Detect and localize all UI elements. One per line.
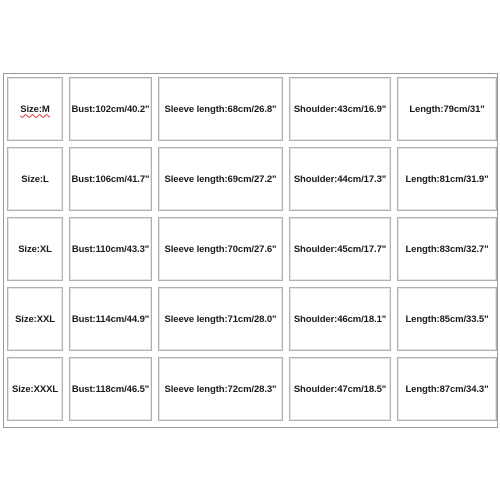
table-cell [394, 214, 500, 284]
bust-measurement: Bust:114cm/44.9" [71, 313, 150, 325]
table-cell [4, 214, 66, 284]
shoulder-measurement: Shoulder:44cm/17.3" [293, 173, 387, 185]
length-measurement: Length:85cm/33.5" [405, 313, 489, 325]
table-cell [4, 354, 66, 424]
table-cell [66, 74, 155, 144]
bust-measurement: Bust:118cm/46.5" [71, 383, 150, 395]
shoulder-measurement: Shoulder:47cm/18.5" [293, 383, 387, 395]
size-label: Size:M [20, 103, 50, 115]
length-measurement: Length:83cm/32.7" [405, 243, 489, 255]
sleeve-length-measurement: Sleeve length:68cm/26.8" [164, 103, 277, 115]
table-cell [286, 354, 394, 424]
table-cell [394, 284, 500, 354]
table-cell [286, 144, 394, 214]
table-cell [155, 74, 286, 144]
length-measurement: Length:79cm/31" [409, 103, 485, 115]
table-cell [286, 74, 394, 144]
size-label: Size:XL [18, 243, 52, 255]
sleeve-length-measurement: Sleeve length:71cm/28.0" [164, 313, 277, 325]
table-cell [155, 284, 286, 354]
table-cell [66, 214, 155, 284]
size-label: Size:XXL [15, 313, 55, 325]
table-cell [4, 284, 66, 354]
shoulder-measurement: Shoulder:45cm/17.7" [293, 243, 387, 255]
table-cell [155, 214, 286, 284]
sleeve-length-measurement: Sleeve length:72cm/28.3" [164, 383, 277, 395]
size-label: Size:L [21, 173, 49, 185]
table-cell [155, 354, 286, 424]
size-chart-table [3, 73, 498, 428]
bust-measurement: Bust:102cm/40.2" [71, 103, 150, 115]
table-cell [286, 214, 394, 284]
table-cell [394, 74, 500, 144]
shoulder-measurement: Shoulder:43cm/16.9" [293, 103, 387, 115]
size-label: Size:XXXL [11, 383, 59, 395]
table-cell [66, 284, 155, 354]
shoulder-measurement: Shoulder:46cm/18.1" [293, 313, 387, 325]
bust-measurement: Bust:106cm/41.7" [71, 173, 150, 185]
bust-measurement: Bust:110cm/43.3" [71, 243, 150, 255]
table-cell [155, 144, 286, 214]
table-cell [66, 354, 155, 424]
table-cell [66, 144, 155, 214]
sleeve-length-measurement: Sleeve length:69cm/27.2" [164, 173, 277, 185]
table-cell [394, 144, 500, 214]
length-measurement: Length:87cm/34.3" [405, 383, 489, 395]
table-cell [4, 144, 66, 214]
table-cell [286, 284, 394, 354]
sleeve-length-measurement: Sleeve length:70cm/27.6" [164, 243, 277, 255]
length-measurement: Length:81cm/31.9" [405, 173, 489, 185]
table-cell [394, 354, 500, 424]
table-cell [4, 74, 66, 144]
